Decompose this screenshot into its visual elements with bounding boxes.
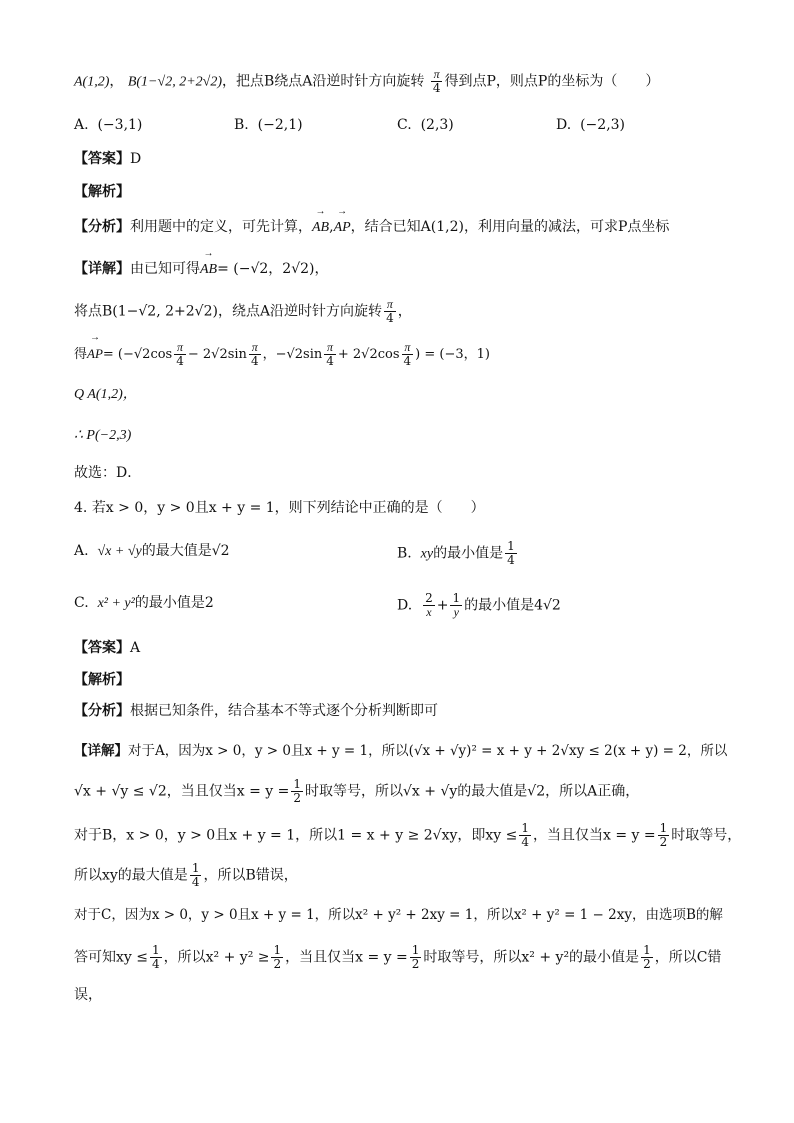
- q4-stem: 4. 若x > 0，y > 0且x + y = 1，则下列结论中正确的是（ ）: [74, 500, 485, 516]
- q3-stem-text: ，把点B绕点A沿逆时针方向旋转: [221, 73, 425, 90]
- q4-xiangjie-line6: 答可知xy ≤ $\frac{1}{4}$ ，所以x² + y² ≥ $\frac{1}{2}$ ，当且仅当x = y = $\frac{1}{2}$ 时取等号，所以x² + y²的最小值是 $\frac{1}{2}$ ，所以C错: [74, 943, 722, 971]
- q3-answer: 【答案】D: [74, 151, 142, 167]
- q4-option-a: A. √x + √y的最大值是√2: [74, 543, 230, 559]
- q4-xiangjie-line5: 对于C，因为x > 0，y > 0且x + y = 1，所以x² + y² + 2xy = 1，所以x² + y² = 1 − 2xy，由选项B的解: [74, 907, 723, 923]
- q4-xiangjie-line2: √x + √y ≤ √2，当且仅当x = y = $\frac{1}{2}$ 时取等号，所以√x + √y的最大值是√2，所以A正确，: [74, 777, 640, 805]
- q4-xiangjie-line7: 误，: [74, 987, 102, 1003]
- q3-option-d: D. (−2,3): [556, 117, 626, 133]
- q3-stem: A(1,2)， B(1−√2, 2+2√2)，把点B绕点A沿逆时针方向旋转 $\frac{\pi}{4}$ 得到点P，则点P的坐标为（ ）: [74, 67, 660, 95]
- q3-fenxi: 【分析】利用题中的定义，可先计算，→ AB,→ AP，结合已知A(1,2)，利用向量的减法，可求P点坐标: [74, 216, 669, 239]
- q4-answer: 【答案】A: [74, 640, 141, 656]
- q3-point-b: B(1−√2, 2+2√2): [127, 74, 222, 90]
- q3-xiangjie-line3: 得→ AP= (−√2cos $\frac{\pi}{4}$ − 2√2sin $\frac{\pi}{4}$ ，−√2sin $\frac{\pi}{4}$ + 2√2cos $\frac{\pi}{4}$ ) = (−3，1): [74, 341, 490, 368]
- q4-analysis-tag: 【解析】: [74, 672, 130, 688]
- q4-option-b: B. xy的最小值是 $\frac{1}{4}$: [397, 539, 515, 567]
- q4-xiangjie-line4: 所以xy的最大值是 $\frac{1}{4}$ ，所以B错误，: [74, 861, 298, 889]
- q3-option-c: C. (2,3): [397, 117, 454, 133]
- q4-option-c: C. x² + y²的最小值是2: [74, 595, 214, 611]
- q4-xiangjie-line1: 【详解】对于A，因为x > 0，y > 0且x + y = 1，所以(√x + √y)² = x + y + 2√xy ≤ 2(x + y) = 2，所以: [74, 743, 728, 759]
- q4-xiangjie-line3: 对于B，x > 0，y > 0且x + y = 1，所以1 = x + y ≥ 2√xy，即xy ≤ $\frac{1}{4}$ ，当且仅当x = y = $\frac{1}{2}$ 时取等号，: [74, 821, 742, 849]
- q4-option-d: D. $\frac{2}{x}$ + $\frac{1}{y}$ 的最小值是4√2: [397, 591, 561, 619]
- q3-option-b: B. (−2,1): [234, 117, 303, 133]
- q3-stem-end: 得到点P，则点P的坐标为（ ）: [444, 73, 660, 90]
- q3-stem-fraction: $\frac{\pi}{4}$: [432, 67, 441, 95]
- q3-option-a: A. (−3,1): [74, 117, 143, 133]
- q3-xiangjie-line1: 【详解】由已知可得→ AB= (−√2，2√2)，: [74, 258, 329, 281]
- q3-xiangjie-line5: ∴ P(−2,3): [74, 428, 132, 443]
- q3-xiangjie-line4: Q A(1,2)，: [74, 387, 137, 402]
- q3-xiangjie-line6: 故选：D．: [74, 465, 142, 481]
- q3-point-a: A(1,2): [74, 74, 110, 90]
- q3-xiangjie-line2: 将点B(1−√2, 2+2√2)，绕点A沿逆时针方向旋转 $\frac{\pi}{4}$ ，: [74, 297, 412, 325]
- q3-analysis-tag: 【解析】: [74, 184, 130, 200]
- q4-fenxi: 【分析】根据已知条件，结合基本不等式逐个分析判断即可: [74, 703, 438, 719]
